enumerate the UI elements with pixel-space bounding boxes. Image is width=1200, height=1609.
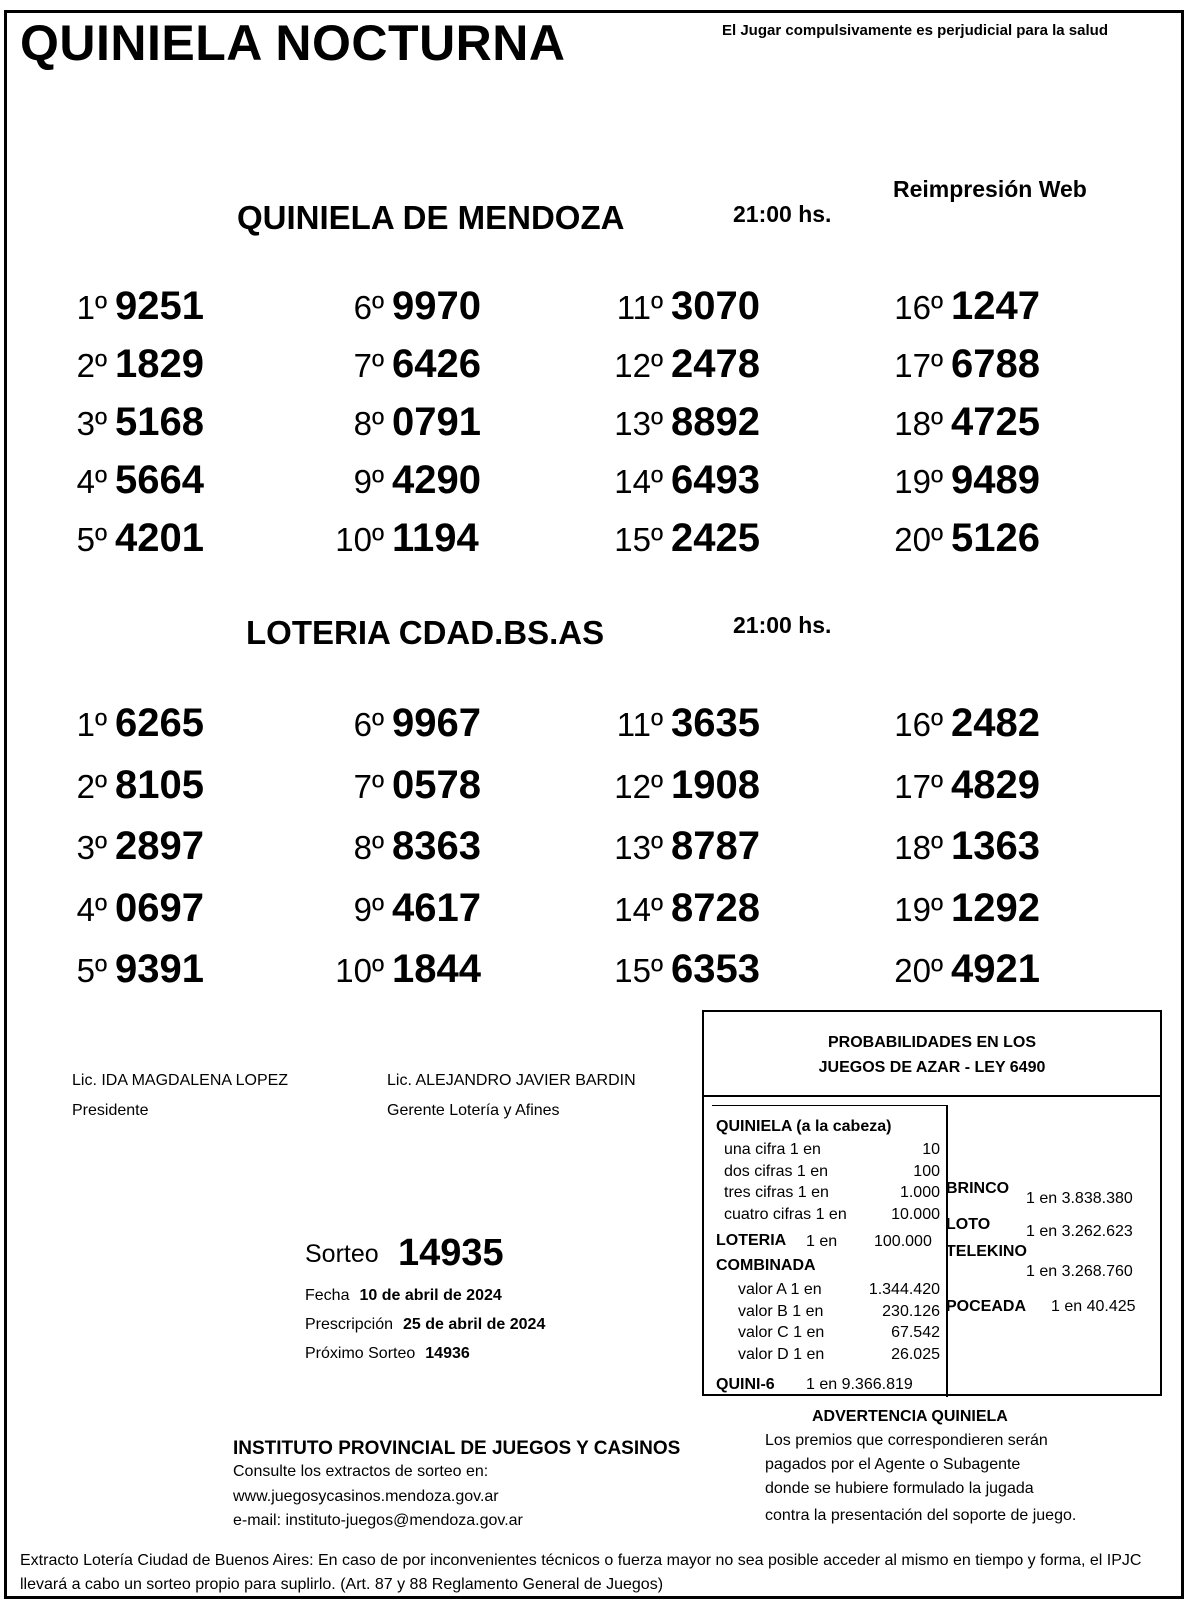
prob-row-label: cuatro cifras 1 en: [724, 1205, 847, 1223]
result-number: 1363: [951, 824, 1040, 868]
result-position: 20º: [894, 952, 943, 989]
result-position: 19º: [894, 463, 943, 500]
result-number: 0697: [115, 885, 204, 930]
result-cell: [77, 768, 107, 806]
prob-row-label: valor A 1 en: [738, 1281, 822, 1298]
result-position: 16º: [894, 289, 943, 326]
poceada-prob-label: POCEADA: [946, 1298, 1027, 1315]
result-cell: [354, 405, 384, 443]
loteria-prob-label: LOTERIA: [716, 1232, 787, 1249]
result-number: 8728: [671, 885, 760, 930]
result-position: 13º: [614, 829, 663, 866]
result-number: 1247: [951, 284, 1040, 328]
result-number-cell: [115, 947, 204, 992]
result-number: 6788: [951, 342, 1040, 386]
fecha-line: [305, 1287, 502, 1305]
result-position: 16º: [894, 706, 943, 743]
prob-divider: [704, 1095, 1160, 1097]
result-cell: [354, 289, 384, 327]
result-cell: [894, 891, 943, 929]
result-position: 2º: [76, 767, 107, 805]
result-number: 2897: [115, 824, 204, 868]
result-cell: [614, 463, 663, 501]
result-position: 12º: [614, 347, 663, 384]
result-number-cell: [115, 400, 204, 445]
result-position: 9º: [353, 463, 384, 500]
result-number-cell: [115, 763, 204, 808]
result-position: 9º: [353, 890, 384, 928]
quini6-prob-value: 1 en 9.366.819: [806, 1376, 913, 1393]
institute-website: www.juegosycasinos.mendoza.gov.ar: [233, 1488, 499, 1505]
result-cell: [77, 829, 107, 867]
result-cell: [614, 347, 663, 385]
result-number: 4290: [392, 458, 481, 502]
result-position: 17º: [894, 767, 943, 805]
result-number-cell: [951, 701, 1040, 746]
result-number-cell: [392, 947, 481, 992]
result-number: 9251: [115, 284, 204, 328]
result-number-cell: [951, 886, 1040, 931]
signature-right-role: Gerente Lotería y Afines: [387, 1102, 560, 1119]
result-number-cell: [671, 342, 760, 387]
result-number-cell: [392, 763, 481, 808]
probabilities-box: [702, 1010, 1162, 1396]
result-cell: [77, 289, 107, 327]
prob-row-value: 10.000: [891, 1205, 940, 1223]
result-number-cell: [115, 342, 204, 387]
advertencia-line-2: pagados por el Agente o Subagente: [765, 1456, 1021, 1473]
telekino-prob-value: 1 en 3.268.760: [1026, 1263, 1133, 1280]
result-cell: [354, 463, 384, 501]
institute-line-1: Consulte los extractos de sorteo en:: [233, 1463, 489, 1480]
result-cell: [614, 891, 663, 929]
result-number-cell: [671, 400, 760, 445]
result-number-cell: [115, 886, 204, 931]
result-number-cell: [392, 886, 481, 931]
result-number: 2425: [671, 516, 760, 560]
prob-row-label: dos cifras 1 en: [724, 1162, 829, 1180]
result-position: 14º: [614, 890, 663, 928]
result-position: 8º: [353, 405, 384, 442]
result-cell: [894, 768, 943, 806]
result-number-cell: [951, 284, 1040, 329]
result-number: 4201: [115, 516, 204, 560]
result-position: 20º: [894, 521, 943, 558]
prob-row-value: 67.542: [891, 1324, 940, 1341]
result-position: 13º: [614, 405, 663, 442]
result-number-cell: [392, 824, 481, 869]
prob-left-panel: [712, 1105, 948, 1397]
loteria-prob-value: 100.000: [874, 1233, 932, 1250]
prob-row-label: tres cifras 1 en: [724, 1184, 829, 1201]
result-number: 5168: [115, 400, 204, 444]
prob-row-label: valor D 1 en: [738, 1345, 825, 1363]
result-position: 1º: [76, 289, 107, 326]
bsas-time: 21:00 hs.: [733, 612, 832, 638]
prob-row-value: 1.000: [899, 1184, 940, 1201]
result-cell: [894, 289, 943, 327]
result-position: 14º: [614, 463, 663, 500]
result-position: 10º: [335, 521, 384, 558]
result-number: 6265: [115, 701, 204, 745]
result-number: 8363: [392, 824, 481, 868]
institute-email: e-mail: instituto-juegos@mendoza.gov.ar: [233, 1512, 523, 1529]
result-cell: [894, 706, 943, 744]
result-cell: [354, 347, 384, 385]
result-number-cell: [951, 458, 1040, 503]
result-cell: [894, 829, 943, 867]
mendoza-time: 21:00 hs.: [733, 201, 832, 227]
result-number-cell: [671, 458, 760, 503]
prob-row-value: 100: [913, 1162, 940, 1180]
advertencia-line-4: contra la presentación del soporte de juego.: [765, 1507, 1077, 1524]
prescripcion-value: 25 de abril de 2024: [403, 1316, 546, 1333]
result-number-cell: [951, 763, 1040, 808]
result-position: 11º: [616, 706, 663, 743]
result-number-cell: [951, 342, 1040, 387]
result-number-cell: [115, 824, 204, 869]
result-number: 6426: [392, 342, 481, 386]
result-position: 12º: [614, 767, 663, 805]
result-position: 7º: [353, 767, 384, 805]
result-number: 9489: [951, 458, 1040, 502]
signature-left-role: Presidente: [72, 1102, 149, 1119]
result-cell: [894, 463, 943, 501]
result-position: 3º: [76, 829, 107, 866]
prob-row-label: una cifra 1 en: [724, 1141, 821, 1158]
result-cell: [77, 405, 107, 443]
footer-note: Extracto Lotería Ciudad de Buenos Aires: En caso de por inconvenientes técnicos o fuerza mayor no sea posible acceder al mismo en tiempo y forma, el IPJC llevará a cabo un sorteo propio para suplirlo. (Art. 87 y 88 Reglamento General de Juegos): [20, 1552, 1142, 1593]
result-number-cell: [392, 284, 481, 329]
prob-title-2: JUEGOS DE AZAR - LEY 6490: [818, 1059, 1046, 1076]
prob-row-label: valor C 1 en: [738, 1324, 825, 1341]
result-number: 1844: [392, 947, 481, 991]
result-cell: [617, 289, 663, 327]
result-number-cell: [392, 516, 479, 561]
result-number: 6493: [671, 458, 760, 502]
sorteo-number: 14935: [398, 1232, 504, 1274]
result-position: 4º: [76, 890, 107, 928]
signature-right-name: Lic. ALEJANDRO JAVIER BARDIN: [387, 1072, 636, 1089]
result-number: 1292: [951, 885, 1040, 930]
result-number: 9967: [392, 701, 481, 745]
result-position: 10º: [335, 952, 384, 989]
advertencia-line-3: donde se hubiere formulado la jugada: [765, 1480, 1034, 1497]
result-cell: [354, 891, 384, 929]
result-number-cell: [951, 400, 1040, 445]
result-cell: [614, 521, 663, 559]
result-number-cell: [671, 763, 760, 808]
result-number: 6353: [671, 947, 760, 991]
prescripcion-label: Prescripción: [305, 1316, 394, 1333]
result-number: 2478: [671, 342, 760, 386]
result-position: 5º: [76, 521, 107, 558]
result-number-cell: [392, 458, 481, 503]
brinco-prob-label: BRINCO: [946, 1180, 1010, 1197]
result-cell: [77, 463, 107, 501]
result-number: 9391: [115, 947, 204, 991]
result-number: 5126: [951, 516, 1040, 560]
result-number-cell: [671, 947, 760, 992]
result-position: 6º: [353, 289, 384, 326]
fecha-value: 10 de abril de 2024: [359, 1287, 502, 1304]
result-number: 8787: [671, 824, 760, 868]
result-cell: [614, 405, 663, 443]
result-cell: [77, 891, 107, 929]
mendoza-title: QUINIELA DE MENDOZA: [237, 199, 625, 236]
reprint-label: Reimpresión Web: [893, 176, 1087, 202]
telekino-prob-label: TELEKINO: [946, 1243, 1027, 1260]
result-cell: [354, 829, 384, 867]
result-number-cell: [671, 516, 760, 561]
result-number: 5664: [115, 458, 204, 502]
result-number-cell: [115, 701, 204, 746]
result-position: 15º: [614, 521, 663, 558]
result-position: 1º: [76, 706, 107, 743]
advertencia-title: ADVERTENCIA QUINIELA: [812, 1408, 1008, 1425]
quini6-prob-label: QUINI-6: [716, 1376, 775, 1393]
health-warning: El Jugar compulsivamente es perjudicial para la salud: [722, 22, 1108, 39]
result-cell: [77, 706, 107, 744]
result-position: 6º: [353, 706, 384, 743]
result-cell: [335, 521, 384, 559]
page-title: QUINIELA NOCTURNA: [20, 15, 566, 71]
result-number: 0791: [392, 400, 481, 444]
result-position: 15º: [614, 952, 663, 989]
result-number: 4921: [951, 947, 1040, 991]
result-number-cell: [671, 284, 760, 329]
result-number: 1908: [671, 762, 760, 807]
result-cell: [894, 952, 943, 990]
result-position: 19º: [894, 890, 943, 928]
result-number: 4725: [951, 400, 1040, 444]
proximo-value: 14936: [425, 1345, 470, 1362]
proximo-label: Próximo Sorteo: [305, 1345, 416, 1362]
loto-prob-label: LOTO: [946, 1216, 991, 1233]
result-cell: [894, 405, 943, 443]
result-number: 1829: [115, 342, 204, 386]
result-number-cell: [671, 701, 760, 746]
result-position: 11º: [616, 289, 663, 326]
result-cell: [335, 952, 384, 990]
bsas-title: LOTERIA CDAD.BS.AS: [246, 614, 605, 651]
result-cell: [894, 521, 943, 559]
sorteo-label: Sorteo: [305, 1240, 379, 1268]
result-number-cell: [392, 701, 481, 746]
result-position: 2º: [76, 347, 107, 384]
result-number-cell: [671, 886, 760, 931]
result-position: 8º: [353, 829, 384, 866]
result-number: 4617: [392, 885, 481, 930]
result-number: 4829: [951, 762, 1040, 807]
result-number: 9970: [392, 284, 481, 328]
result-cell: [614, 829, 663, 867]
result-cell: [354, 706, 384, 744]
result-number-cell: [951, 516, 1040, 561]
result-number: 3070: [671, 284, 760, 328]
result-number: 3635: [671, 701, 760, 745]
result-cell: [894, 347, 943, 385]
result-position: 7º: [353, 347, 384, 384]
result-position: 5º: [76, 952, 107, 989]
prob-row-value: 230.126: [882, 1302, 940, 1320]
result-number-cell: [115, 516, 204, 561]
result-cell: [354, 768, 384, 806]
prob-row-value: 26.025: [891, 1345, 940, 1363]
result-cell: [614, 768, 663, 806]
prescripcion-line: [305, 1316, 545, 1334]
result-cell: [77, 521, 107, 559]
result-number-cell: [951, 947, 1040, 992]
result-cell: [614, 952, 663, 990]
result-position: 18º: [894, 829, 943, 866]
prob-row-value: 1.344.420: [868, 1281, 940, 1298]
quiniela-prob-title: QUINIELA (a la cabeza): [716, 1118, 892, 1135]
result-position: 18º: [894, 405, 943, 442]
result-number-cell: [392, 400, 481, 445]
result-number-cell: [951, 824, 1040, 869]
poceada-prob-value: 1 en 40.425: [1051, 1298, 1136, 1315]
loto-prob-value: 1 en 3.262.623: [1026, 1223, 1133, 1240]
result-number-cell: [671, 824, 760, 869]
signature-left-name: Lic. IDA MAGDALENA LOPEZ: [72, 1072, 289, 1089]
result-number: 2482: [951, 701, 1040, 745]
result-number: 8105: [115, 762, 204, 807]
result-number: 8892: [671, 400, 760, 444]
result-number-cell: [392, 342, 481, 387]
result-position: 4º: [76, 463, 107, 500]
brinco-prob-value: 1 en 3.838.380: [1026, 1190, 1133, 1207]
result-cell: [77, 952, 107, 990]
advertencia-line-1: Los premios que correspondieren serán: [765, 1432, 1048, 1449]
result-number: 0578: [392, 762, 481, 807]
combinada-prob-title: COMBINADA: [716, 1257, 816, 1274]
result-position: 3º: [76, 405, 107, 442]
result-cell: [617, 706, 663, 744]
result-cell: [77, 347, 107, 385]
prob-title-1: PROBABILIDADES EN LOS: [827, 1034, 1036, 1051]
proximo-line: [305, 1345, 470, 1363]
result-number-cell: [115, 458, 204, 503]
result-number-cell: [115, 284, 204, 329]
fecha-label: Fecha: [305, 1287, 350, 1304]
institute-title: INSTITUTO PROVINCIAL DE JUEGOS Y CASINOS: [233, 1438, 681, 1459]
prob-row-label: valor B 1 en: [738, 1302, 824, 1320]
prob-row-value: 10: [922, 1141, 940, 1158]
result-number: 1194: [392, 516, 479, 560]
loteria-prob-en: 1 en: [806, 1233, 838, 1250]
result-position: 17º: [894, 347, 943, 384]
